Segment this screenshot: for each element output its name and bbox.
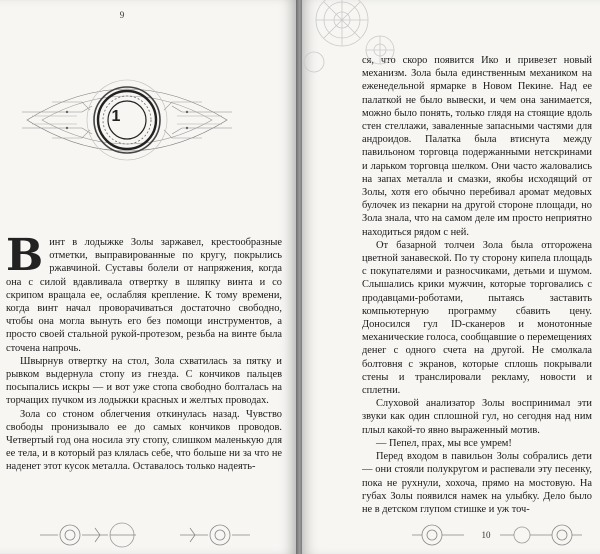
gears-decoration	[302, 0, 402, 100]
paragraph: Перед входом в павильон Золы собрались дети — они стояли полукругом и распевали эту песенку, пока не рухнули, хохоча, прямо на мостовую. На губах Золы появился намек на улыбку. Дело было не в детском глупом стишке и уж точ-	[362, 451, 592, 515]
paragraph: — Пепел, прах, мы все умрем!	[376, 437, 512, 449]
left-page	[0, 0, 296, 554]
gear-ornament-right	[412, 520, 582, 550]
page-number-left: 9	[119, 10, 125, 20]
paragraph: Слуховой анализатор Золы воспринимал эти звуки как один сплошной гул, но сегодня над ним плыл какой-то явно выраженный мотив.	[362, 398, 592, 436]
right-page-text	[362, 54, 592, 516]
left-page-text	[6, 230, 282, 474]
paragraph: инт в лодыжке Золы заржавел, крестообразные отметки, выправированные по кругу, покрылись ржавчиной. Суставы болели от напряжения, когда она с силой вдавливала отвертку в шляпку винта и со скрипом вращала ее, ослабляя крепление. К тому времени, когда винт начал проворачиваться достаточно свободно, чтобы она могла вынуть его без помощи инструментов, а просто своей стальной рукой-протезом, резьба на винте была сточена напрочь.	[6, 237, 282, 354]
paragraph: Зола со стоном облегчения откинулась назад. Чувство свободы пронизывало ее до самых кончиков проводов. Четвертый год она носила эту стопу, слишком маленькую для ее тела, и в который раз клялась себе, что больше ни за что не наденет этот кусок металла. Оставалось только надеять-	[6, 408, 282, 473]
page-number-right: 10	[481, 530, 491, 540]
gear-ornament-left	[40, 520, 250, 550]
paragraph: Швырнув отвертку на стол, Зола схватилась за пятку и рывком выдернула стопу из гнезда. С кончиков пальцев посыпались искры — и вот уже стопа свободно болталась на торчащих пучком из лодыжки красных и желтых проводах.	[6, 355, 282, 407]
paragraph: ся, что скоро появится Ико и привезет новый механизм. Зола была единственным механиком на еженедельной ярмарке в Новом Пекине. Над ее палаткой не было вывески, и чем она занимается, можно было понять, только глядя на стоящие вдоль стен стеллажи, заваленные запасными частями для андроидов. Палатка была втиснута между павильоном торговца подержанными нетскринами и ларьком торговца шелком. Они часто жаловались на запах металла и смазки, якобы исходящий от Золы, хотя его обычно перебивал аромат медовых булочек из пекарни на другой стороне площади, но Зола знала, что на самом деле им просто неприятно находиться рядом с ней.	[362, 55, 592, 238]
drop-cap: В	[6, 230, 44, 281]
chapter-number: 1	[111, 108, 121, 125]
paragraph: От базарной толчеи Зола была отгорожена цветной занавеской. По ту сторону кипела площадь с покупателями и разносчиками, детьми и шумом. Слышались крики мужчин, которые торговались с продавцами-роботами, пытаясь заставить компьютерную программу сбавить цену. Доносился гул ID-сканеров и монотонные механические голоса, сообщавшие о перемещениях денег с одного счета на другой. Не смолкала болтовня с экранов, которые сплошь покрывали стены и транслировали рекламу, новости и сплетни.	[362, 239, 592, 397]
